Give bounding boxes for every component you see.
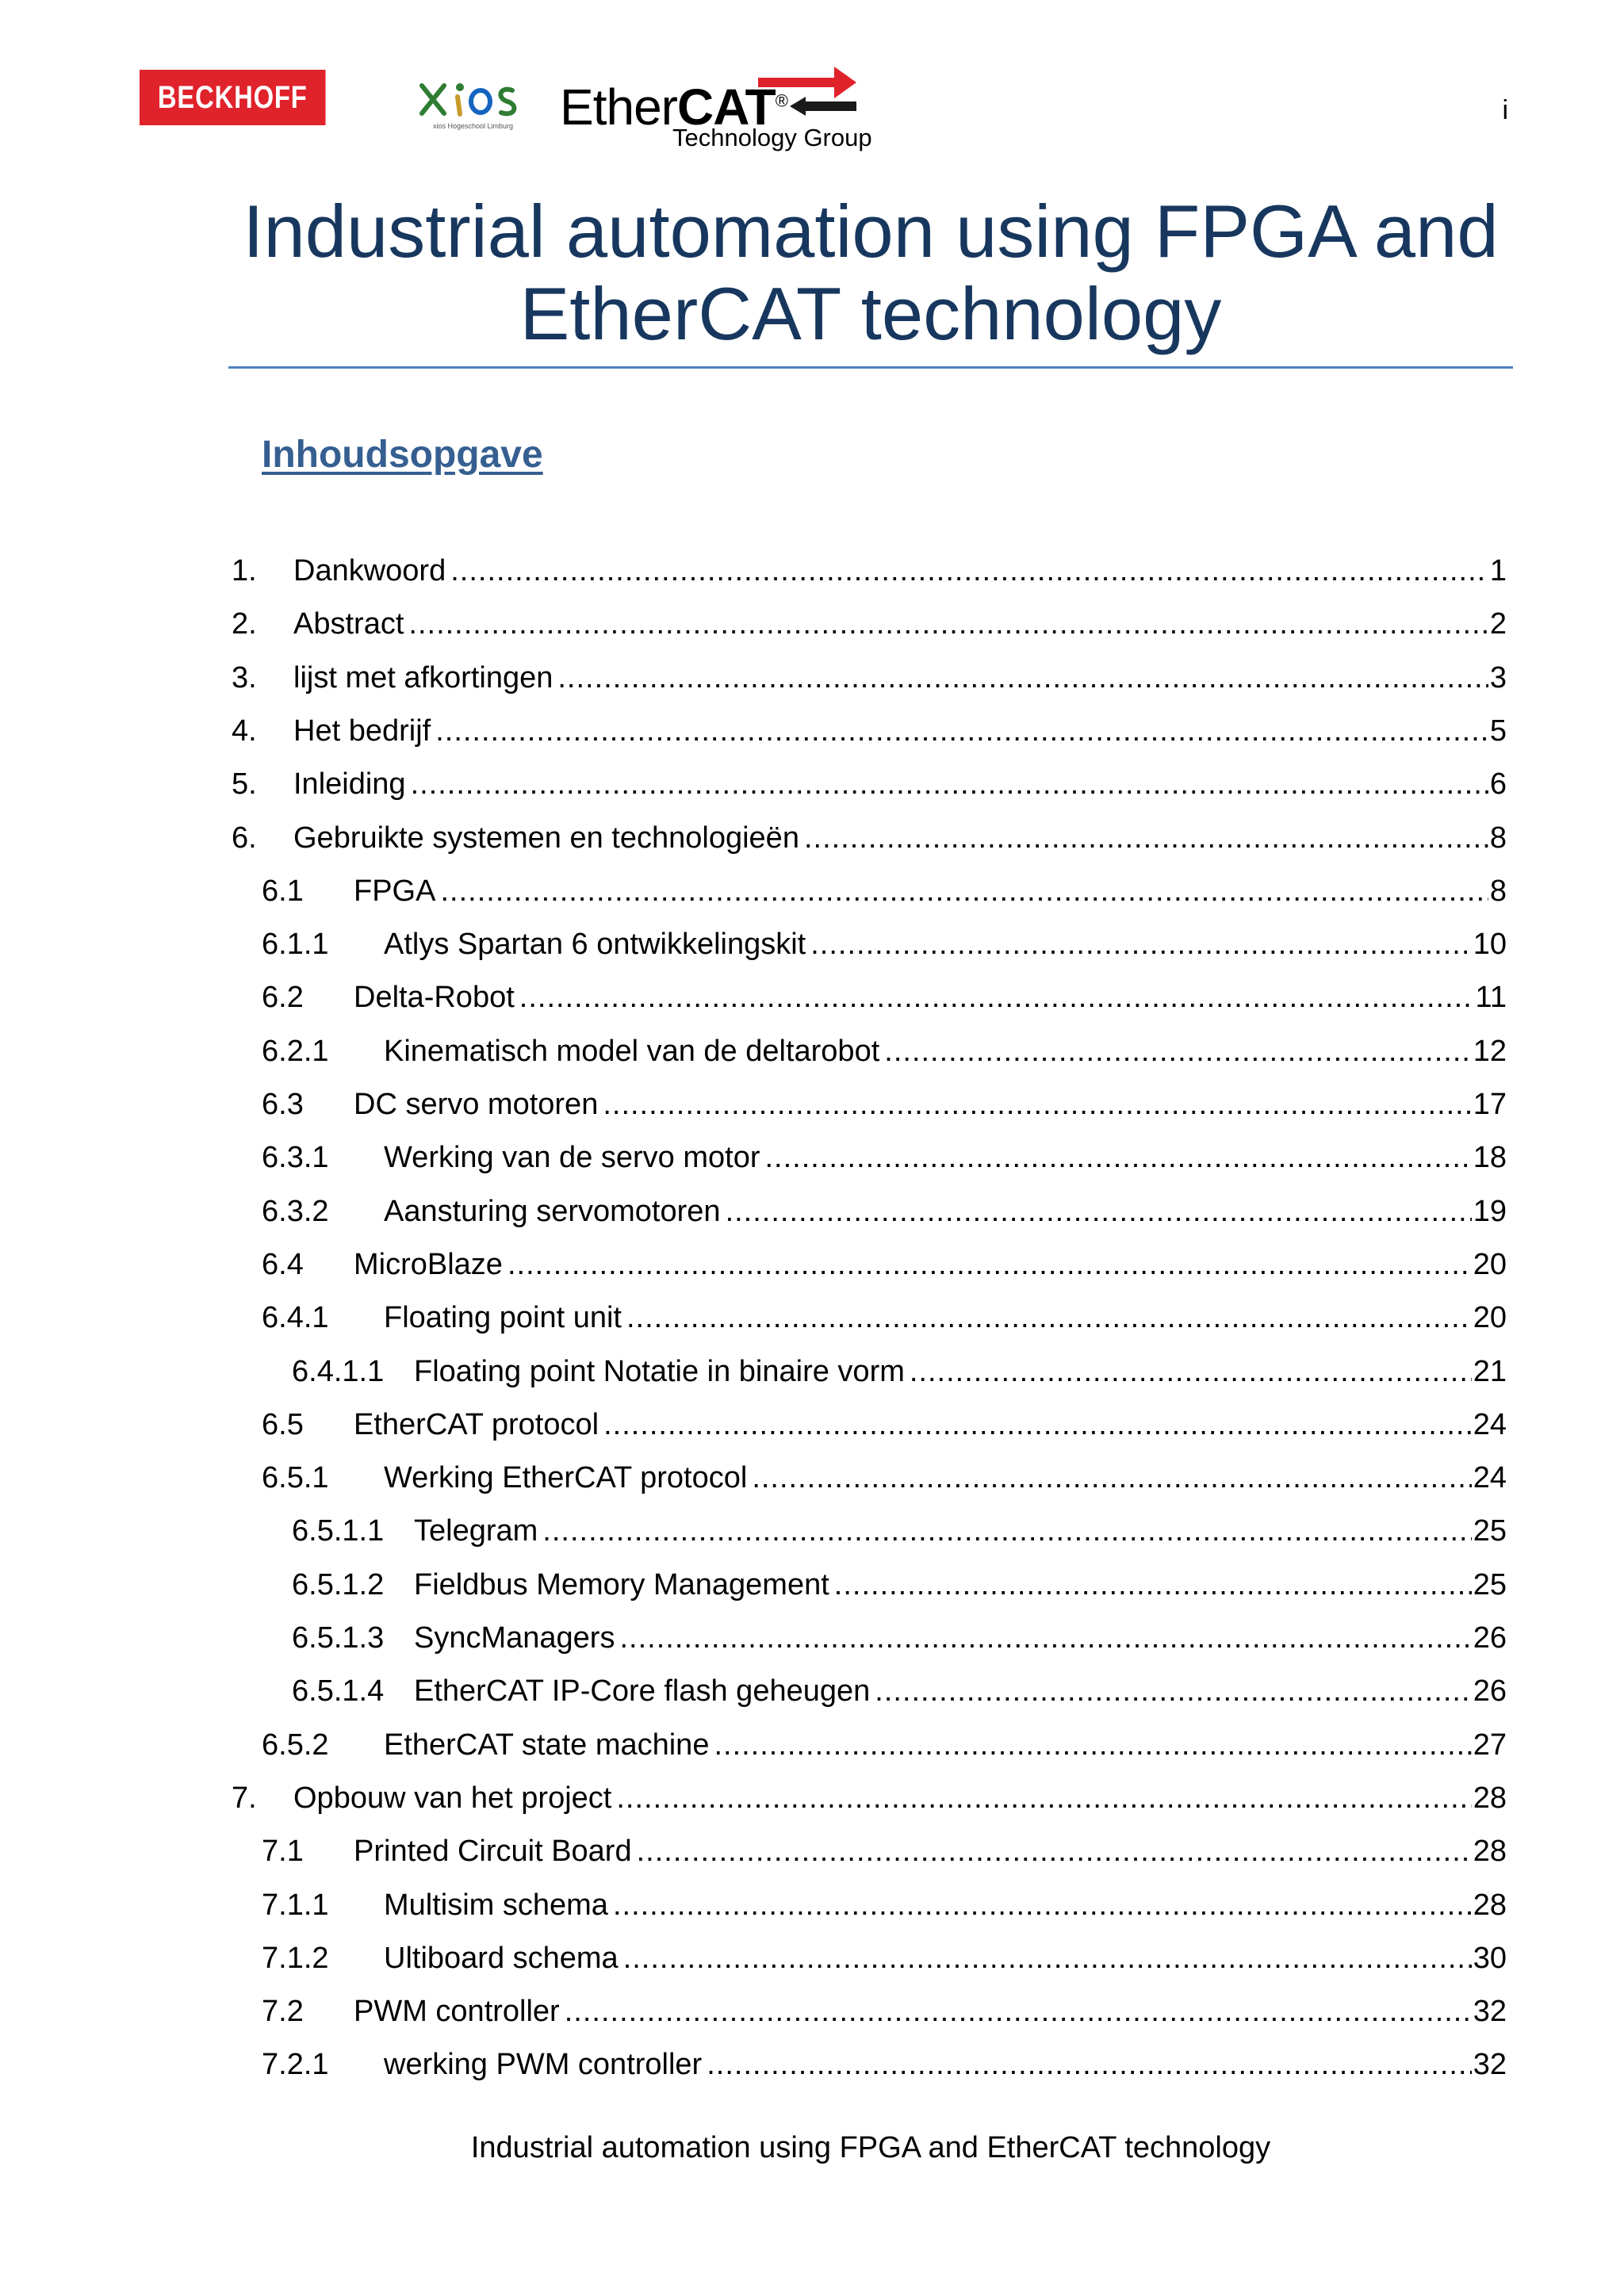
- toc-entry[interactable]: [262, 1299, 1507, 1337]
- title-line-2: EtherCAT technology: [519, 272, 1222, 355]
- toc-entry-page: 24: [1473, 1461, 1507, 1495]
- toc-entry-title[interactable]: lijst met afkortingen: [293, 660, 553, 695]
- toc-entry-number: 6.5.1: [262, 1461, 329, 1495]
- toc-entry-page: 28: [1473, 1835, 1507, 1869]
- toc-dot-leader: [714, 1726, 1471, 1764]
- toc-entry-title[interactable]: Abstract: [293, 607, 404, 641]
- toc-entry-page: 30: [1473, 1941, 1507, 1975]
- toc-entry[interactable]: [292, 1619, 1507, 1657]
- toc-entry-title[interactable]: FPGA: [354, 874, 436, 908]
- ethercat-logo: [560, 60, 872, 155]
- toc-entry[interactable]: [262, 1406, 1507, 1444]
- toc-entry-title[interactable]: Fieldbus Memory Management: [414, 1567, 829, 1601]
- toc-entry-page: 5: [1489, 714, 1507, 748]
- toc-entry-page: 20: [1473, 1247, 1507, 1281]
- toc-entry-number: 6.5.1.1: [292, 1514, 385, 1548]
- toc-entry-page: 21: [1473, 1354, 1507, 1388]
- toc-entry-number: 6.5: [262, 1407, 304, 1441]
- toc-entry-title[interactable]: Dankwoord: [293, 554, 446, 587]
- toc-entry[interactable]: [262, 925, 1507, 963]
- toc-entry-page: 24: [1473, 1407, 1507, 1441]
- ethercat-logo-subtitle: Technology Group: [672, 124, 872, 151]
- toc-entry-number: 6.1.1: [262, 928, 329, 962]
- beckhoff-logo-text: BECKHOFF: [157, 79, 308, 115]
- toc-entry-title[interactable]: Kinematisch model van de deltarobot: [384, 1034, 880, 1068]
- toc-entry-page: 28: [1473, 1888, 1507, 1922]
- toc-entry-title[interactable]: PWM controller: [354, 1995, 560, 2029]
- toc-entry[interactable]: [232, 605, 1507, 643]
- toc-entry[interactable]: [262, 2045, 1507, 2084]
- toc-dot-leader: [613, 1886, 1472, 1924]
- toc-entry-title[interactable]: Atlys Spartan 6 ontwikkelingskit: [384, 928, 806, 962]
- toc-entry-page: 10: [1473, 928, 1507, 962]
- toc-entry-page: 27: [1473, 1728, 1507, 1762]
- svg-text:xios Hogeschool Limburg: xios Hogeschool Limburg: [433, 122, 514, 130]
- toc-entry-page: 32: [1473, 2048, 1507, 2082]
- toc-entry-title[interactable]: Inleiding: [293, 767, 406, 802]
- toc-entry-number: 1.: [232, 554, 257, 587]
- page-number: i: [1502, 95, 1508, 125]
- toc-entry-number: 7.: [232, 1781, 257, 1815]
- toc-entry[interactable]: [292, 1672, 1507, 1710]
- toc-entry-title[interactable]: Aansturing servomotoren: [384, 1194, 721, 1228]
- toc-entry-number: 6.3.1: [262, 1141, 329, 1175]
- toc-entry-title[interactable]: werking PWM controller: [384, 2048, 703, 2082]
- toc-entry-title[interactable]: Werking van de servo motor: [384, 1141, 760, 1175]
- title-line-1: Industrial automation using FPGA and: [243, 189, 1499, 273]
- toc-entry-page: 18: [1473, 1141, 1507, 1175]
- toc-dot-leader: [508, 1246, 1472, 1284]
- toc-dot-leader: [884, 1032, 1471, 1070]
- toc-entry-page: 25: [1473, 1567, 1507, 1601]
- toc-entry[interactable]: [232, 659, 1507, 697]
- toc-entry[interactable]: [262, 1138, 1507, 1177]
- toc-entry-title[interactable]: Printed Circuit Board: [354, 1835, 632, 1869]
- toc-dot-leader: [616, 1779, 1471, 1817]
- toc-dot-leader: [637, 1832, 1472, 1870]
- toc-entry[interactable]: [262, 1246, 1507, 1284]
- toc-entry-title[interactable]: Het bedrijf: [293, 714, 431, 748]
- toc-dot-leader: [810, 925, 1471, 963]
- toc-entry-page: 19: [1473, 1194, 1507, 1228]
- toc-entry[interactable]: [262, 1192, 1507, 1230]
- toc-dot-leader: [408, 605, 1488, 643]
- document-title: [228, 190, 1513, 355]
- toc-entry-number: 2.: [232, 607, 257, 641]
- ethercat-registered: ®: [775, 90, 787, 111]
- toc-entry-title[interactable]: Floating point Notatie in binaire vorm: [414, 1354, 905, 1388]
- toc-dot-leader: [910, 1353, 1472, 1391]
- toc-dot-leader: [875, 1672, 1471, 1710]
- toc-entry[interactable]: [262, 978, 1507, 1016]
- toc-entry-title[interactable]: Gebruikte systemen en technologieën: [293, 821, 799, 855]
- toc-entry-title[interactable]: MicroBlaze: [354, 1247, 503, 1281]
- toc-entry[interactable]: [262, 1992, 1507, 2030]
- toc-entry-number: 3.: [232, 660, 257, 695]
- toc-dot-leader: [603, 1085, 1471, 1123]
- toc-dot-leader: [435, 712, 1488, 750]
- toc-entry[interactable]: [262, 1832, 1507, 1870]
- toc-dot-leader: [623, 1939, 1472, 1977]
- toc-dot-leader: [619, 1619, 1471, 1657]
- toc-entry-number: 7.2: [262, 1995, 304, 2029]
- toc-entry-number: 6.4.1: [262, 1301, 329, 1335]
- toc-entry-number: 7.1.2: [262, 1941, 329, 1975]
- toc-entry-page: 28: [1473, 1781, 1507, 1815]
- toc-dot-leader: [707, 2045, 1472, 2084]
- toc-entry-number: 7.1.1: [262, 1888, 329, 1922]
- toc-entry-title[interactable]: Telegram: [414, 1514, 538, 1548]
- toc-dot-leader: [726, 1192, 1472, 1230]
- toc-entry-number: 6.1: [262, 874, 304, 908]
- toc-entry-number: 6.5.1.3: [292, 1621, 385, 1655]
- toc-entry[interactable]: [232, 819, 1507, 857]
- toc-entry[interactable]: [262, 1459, 1507, 1497]
- toc-entry[interactable]: [262, 1726, 1507, 1764]
- toc-entry-number: 6.5.2: [262, 1728, 329, 1762]
- toc-entry[interactable]: [292, 1566, 1507, 1604]
- toc-entry-title[interactable]: SyncManagers: [414, 1621, 615, 1655]
- toc-entry-title[interactable]: Multisim schema: [384, 1888, 608, 1922]
- page-footer: Industrial automation using FPGA and EtherCAT technology: [470, 2131, 1271, 2164]
- beckhoff-logo: [140, 70, 326, 125]
- toc-entry-page: 25: [1473, 1514, 1507, 1548]
- toc-entry[interactable]: [232, 552, 1507, 590]
- toc-entry-title[interactable]: Werking EtherCAT protocol: [384, 1461, 748, 1495]
- toc-entry-page: 26: [1473, 1621, 1507, 1655]
- toc-entry[interactable]: [262, 872, 1507, 910]
- toc-entry[interactable]: [262, 1886, 1507, 1924]
- toc-dot-leader: [542, 1512, 1471, 1550]
- ethercat-bold: CAT: [676, 78, 776, 136]
- toc-entry-page: 8: [1489, 821, 1507, 855]
- toc-entry[interactable]: [292, 1353, 1507, 1391]
- toc-dot-leader: [752, 1459, 1471, 1497]
- toc-entry-page: 26: [1473, 1674, 1507, 1709]
- toc-entry-page: 11: [1475, 981, 1507, 1015]
- toc-heading[interactable]: Inhoudsopgave: [262, 434, 543, 476]
- toc-entry-number: 6.2.1: [262, 1034, 329, 1068]
- toc-entry-title[interactable]: Ultiboard schema: [384, 1941, 619, 1975]
- toc-dot-leader: [804, 819, 1488, 857]
- toc-entry-page: 12: [1473, 1034, 1507, 1068]
- toc-entry-title[interactable]: Delta-Robot: [354, 981, 515, 1015]
- toc-entry[interactable]: [292, 1512, 1507, 1550]
- toc-entry-page: 1: [1489, 554, 1507, 587]
- toc-entry-page: 6: [1489, 767, 1507, 802]
- toc-entry-number: 4.: [232, 714, 257, 748]
- toc-dot-leader: [557, 659, 1488, 697]
- toc-entry-number: 6.: [232, 821, 257, 855]
- toc-dot-leader: [603, 1406, 1472, 1444]
- toc-entry-number: 6.5.1.4: [292, 1674, 385, 1709]
- toc-dot-leader: [411, 765, 1488, 803]
- toc-entry-number: 5.: [232, 767, 257, 802]
- toc-entry-page: 3: [1489, 660, 1507, 695]
- toc-entry-page: 8: [1489, 874, 1507, 908]
- toc-entry-number: 6.5.1.2: [292, 1567, 385, 1601]
- toc-entry-number: 6.2: [262, 981, 304, 1015]
- toc-dot-leader: [626, 1299, 1472, 1337]
- toc-dot-leader: [450, 552, 1488, 590]
- toc-dot-leader: [834, 1566, 1472, 1604]
- toc-entry-title[interactable]: DC servo motoren: [354, 1088, 599, 1121]
- toc-dot-leader: [519, 978, 1474, 1016]
- toc-entry-number: 6.3: [262, 1088, 304, 1121]
- xios-logo-icon: [414, 70, 533, 133]
- toc-entry[interactable]: [232, 765, 1507, 803]
- toc-entry-page: 2: [1489, 607, 1507, 641]
- toc-entry-number: 7.1: [262, 1835, 304, 1869]
- toc-entry-title[interactable]: Opbouw van het project: [293, 1781, 612, 1815]
- toc-entry[interactable]: [232, 712, 1507, 750]
- toc-entry-number: 7.2.1: [262, 2048, 329, 2082]
- toc-entry-title[interactable]: EtherCAT protocol: [354, 1407, 599, 1441]
- toc-entry[interactable]: [262, 1032, 1507, 1070]
- toc-entry-number: 6.4: [262, 1247, 304, 1281]
- toc-entry-number: 6.4.1.1: [292, 1354, 385, 1388]
- toc-entry-page: 32: [1473, 1995, 1507, 2029]
- toc-entry-page: 17: [1473, 1088, 1507, 1121]
- toc-entry-page: 20: [1473, 1301, 1507, 1335]
- ethercat-prefix: Ether: [560, 78, 677, 136]
- toc-entry-title[interactable]: EtherCAT IP-Core flash geheugen: [414, 1674, 871, 1709]
- toc-entry[interactable]: [232, 1779, 1507, 1817]
- toc-entry-title[interactable]: EtherCAT state machine: [384, 1728, 710, 1762]
- toc-dot-leader: [440, 872, 1488, 910]
- toc-entry-title[interactable]: Floating point unit: [384, 1301, 622, 1335]
- title-divider: [228, 366, 1513, 369]
- toc-entry-number: 6.3.2: [262, 1194, 329, 1228]
- toc-entry[interactable]: [262, 1939, 1507, 1977]
- toc-dot-leader: [765, 1138, 1472, 1177]
- toc-dot-leader: [565, 1992, 1472, 2030]
- toc-entry[interactable]: [262, 1085, 1507, 1123]
